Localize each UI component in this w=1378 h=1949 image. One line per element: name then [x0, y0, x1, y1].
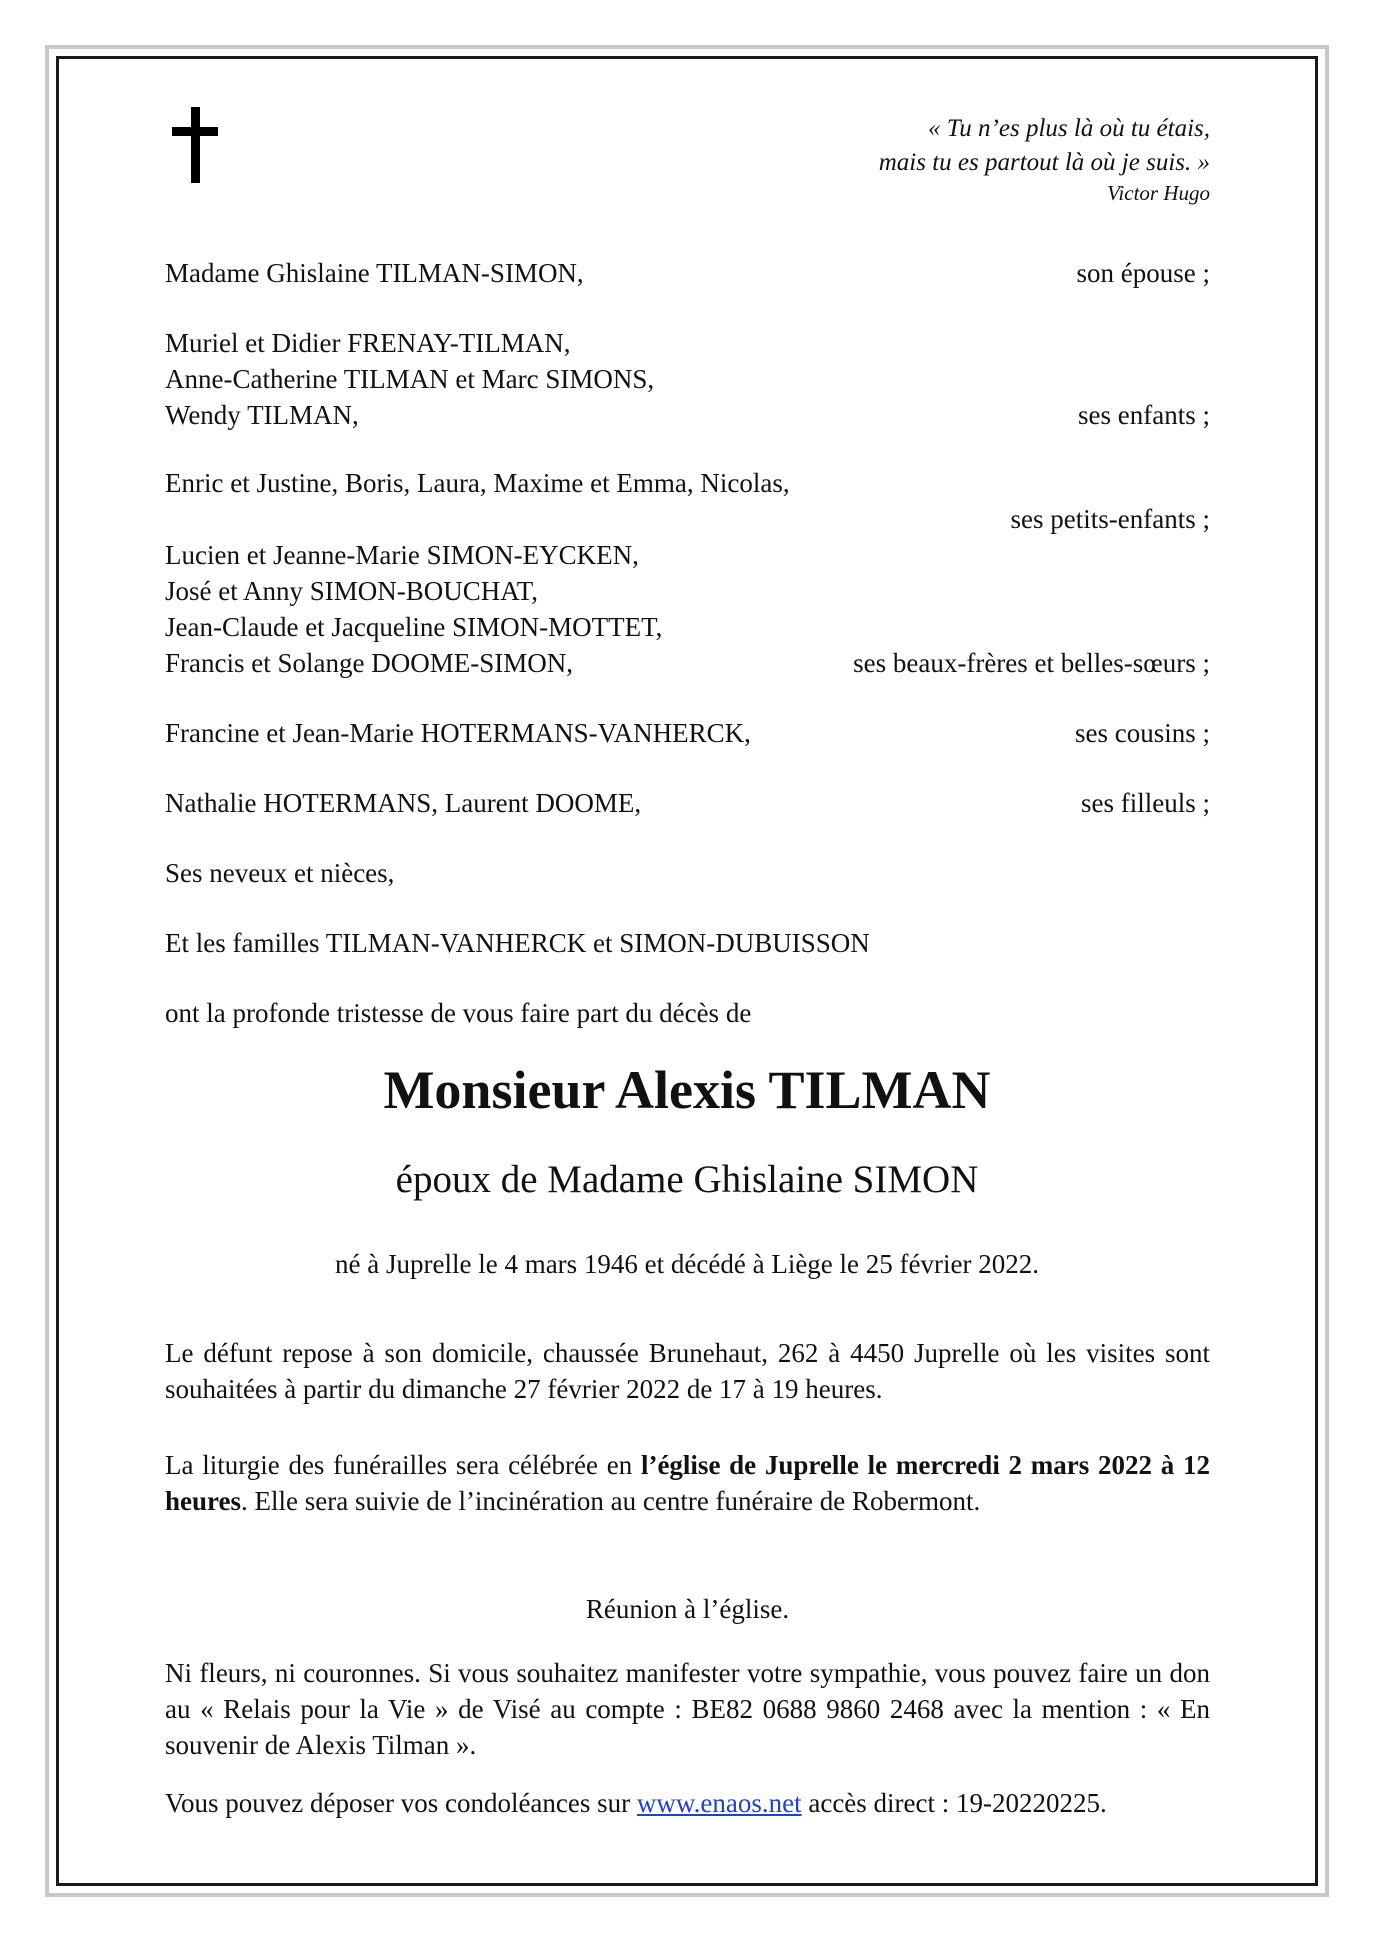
cousins-relation: ses cousins ; — [1075, 718, 1210, 748]
children-entry — [165, 325, 1210, 433]
child-name: Wendy TILMAN, — [165, 400, 359, 430]
liturgy-paragraph — [165, 1447, 1210, 1519]
quote-author: Victor Hugo — [1107, 181, 1210, 205]
condolences-prefix: Vous pouvez déposer vos condoléances sur — [165, 1788, 637, 1818]
quote-line-1: « Tu n’es plus là où tu étais, — [928, 115, 1210, 142]
epigraph-quote — [879, 112, 1210, 206]
child-name: Anne-Catherine TILMAN et Marc SIMONS, — [165, 364, 655, 394]
child-name: Muriel et Didier FRENAY-TILMAN, — [165, 328, 571, 358]
condolences-paragraph — [165, 1785, 1210, 1821]
condolences-suffix: accès direct : 19-20220225. — [801, 1788, 1107, 1818]
flowers-paragraph: Ni fleurs, ni couronnes. Si vous souhaitez manifester votre sympathie, vous pouvez faire un don au « Relais pour la Vie » de Visé au compte : BE82 0688 9860 2468 avec la mention : « En souvenir de Alexis Tilman ». — [165, 1658, 1210, 1760]
rest-paragraph: Le défunt repose à son domicile, chaussée Brunehaut, 262 à 4450 Juprelle où les visites sont souhaitées à partir du dimanche 27 février 2022 de 17 à 19 heures. — [165, 1338, 1210, 1404]
children-relation: ses enfants ; — [1078, 400, 1210, 430]
in-law-name: Lucien et Jeanne-Marie SIMON-EYCKEN, — [165, 540, 639, 570]
obituary-page — [59, 59, 1315, 1883]
nephews-line: Ses neveux et nièces, — [165, 858, 395, 888]
cousins-name: Francine et Jean-Marie HOTERMANS-VANHERCK, — [165, 718, 751, 748]
deceased-name: Monsieur Alexis TILMAN — [383, 1060, 991, 1120]
in-laws-entry — [165, 537, 1210, 681]
in-law-name: Jean-Claude et Jacqueline SIMON-MOTTET, — [165, 612, 663, 642]
notice-frame — [56, 56, 1318, 1886]
spouse-entry — [165, 255, 1210, 291]
families-line: Et les familles TILMAN-VANHERCK et SIMON-DUBUISSON — [165, 928, 870, 958]
meeting-line: Réunion à l’église. — [585, 1594, 790, 1624]
godchildren-name: Nathalie HOTERMANS, Laurent DOOME, — [165, 788, 642, 818]
liturgy-prefix: La liturgie des funérailles sera célébrée en — [165, 1450, 641, 1480]
cross-icon — [172, 107, 218, 183]
cousins-entry — [165, 715, 1210, 751]
godchildren-relation: ses filleuls ; — [1081, 788, 1210, 818]
grandchildren-relation: ses petits-enfants ; — [1010, 504, 1210, 534]
spouse-name: Madame Ghislaine TILMAN-SIMON, — [165, 258, 584, 288]
in-laws-relation: ses beaux-frères et belles-sœurs ; — [853, 648, 1210, 678]
announcement-line: ont la profonde tristesse de vous faire part du décès de — [165, 998, 752, 1028]
quote-line-2: mais tu es partout là où je suis. » — [878, 149, 1210, 176]
liturgy-bold: l’église de Juprelle le mercredi 2 mars 2022 à 12 heures — [165, 1450, 1210, 1516]
deceased-spouse-line: époux de Madame Ghislaine SIMON — [395, 1158, 979, 1201]
spouse-relation: son épouse ; — [1076, 258, 1210, 288]
birth-death-dates: né à Juprelle le 4 mars 1946 et décédé à Liège le 25 février 2022. — [335, 1249, 1039, 1279]
in-law-name: Francis et Solange DOOME-SIMON, — [165, 648, 573, 678]
grandchildren-names: Enric et Justine, Boris, Laura, Maxime et Emma, Nicolas, — [165, 468, 790, 498]
enaos-link[interactable]: www.enaos.net — [636, 1788, 802, 1818]
in-law-name: José et Anny SIMON-BOUCHAT, — [165, 576, 539, 606]
liturgy-suffix: . Elle sera suivie de l’incinération au centre funéraire de Robermont. — [241, 1486, 981, 1516]
godchildren-entry — [165, 785, 1210, 821]
grandchildren-entry — [165, 465, 1210, 537]
